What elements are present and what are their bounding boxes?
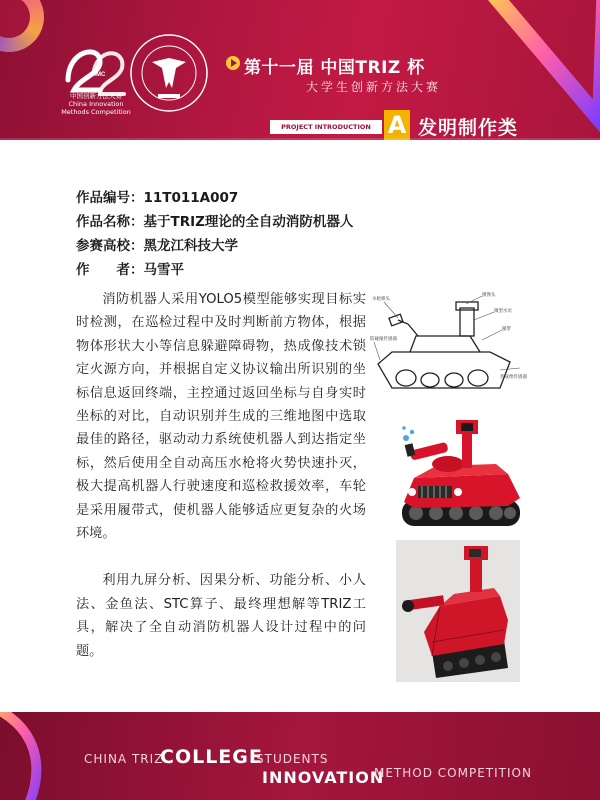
- robot-prototype-photo: [396, 540, 520, 682]
- info-row-author: [76, 258, 353, 282]
- competition-title: 第十一届 中国TRIZ 杯: [244, 58, 425, 78]
- cimc-logo-en1: China Innovation: [68, 100, 124, 108]
- cimc-logo-cn: 中国创新方法大赛: [70, 92, 122, 100]
- id-label: 作品编号：: [76, 190, 144, 206]
- cimc-logo-en2: Methods Competition: [61, 108, 131, 116]
- sketch-label: 摄像头: [482, 293, 496, 298]
- footer-students: STUDENTS: [256, 752, 329, 766]
- cimc-logo-text: [54, 92, 138, 116]
- page-header: [0, 0, 600, 140]
- play-icon: [226, 56, 240, 70]
- info-row-name: [76, 210, 353, 234]
- footer-china-triz: CHINA TRIZ: [84, 752, 164, 766]
- name-label: 作品名称：: [76, 214, 144, 230]
- sketch-label: 履带: [502, 327, 511, 332]
- school-value: 黑龙江科技大学: [143, 238, 238, 254]
- sketch-label: 水枪喷头: [372, 297, 390, 302]
- svg-text:CIMC: CIMC: [90, 72, 106, 78]
- sketch-label: 热成像传感器: [500, 375, 527, 380]
- project-description: [76, 288, 366, 663]
- description-paragraph-2: 利用九屏分析、因果分析、功能分析、小人法、金鱼法、STC算子、最终理想解等TRIZ工具，解决了全自动消防机器人设计过程中的问题。: [76, 573, 366, 659]
- triz-cup-logo: [128, 32, 210, 114]
- header-divider: [0, 138, 600, 140]
- id-value: 11T011A007: [143, 190, 239, 206]
- category-name: 发明制作类: [418, 117, 519, 139]
- info-row-id: [76, 186, 353, 210]
- footer-method-competition: METHOD COMPETITION: [374, 766, 532, 780]
- description-paragraph-1: 消防机器人采用YOLO5模型能够实现目标实时检测，在巡检过程中及时判断前方物体，根据物体形状大小等信息躲避障碍物，热成像技术锁定火源方向，并根据自定义协议输出所识别的坐标信息返回终端，主控通过返回坐标与自身实时坐标的对比，自动识别并生成的三维地图中选取最佳的路径，驱动动力系统使机器人到达指定坐标，然后使用全自动高压水枪将火势快速扑灭，极大提高机器人行驶速度和巡检救援效率，车轮是采用履带式，使机器人能够适应更复杂的火场环境。: [76, 292, 366, 542]
- project-info: [76, 186, 353, 282]
- footer-college: COLLEGE: [160, 746, 263, 768]
- page-footer: [0, 712, 600, 800]
- sketch-label: 防碰撞传感器: [370, 337, 397, 342]
- name-value: 基于TRIZ理论的全自动消防机器人: [143, 214, 354, 230]
- robot-sketch-image: [370, 290, 530, 402]
- school-label: 参赛高校：: [76, 238, 144, 254]
- footer-innovation: INNOVATION: [262, 768, 385, 787]
- author-value: 马雪平: [143, 262, 184, 278]
- project-introduction-tag: PROJECT INTRODUCTION: [270, 120, 382, 134]
- category-letter: A: [384, 110, 410, 140]
- info-row-school: [76, 234, 353, 258]
- competition-subtitle: 大学生创新方法大赛: [306, 80, 442, 94]
- decorative-ring: [0, 0, 44, 52]
- sketch-label: 微型水泵: [494, 309, 512, 314]
- author-label: 作 者：: [76, 262, 144, 278]
- robot-render-image: [396, 414, 526, 536]
- decorative-curve: [0, 712, 90, 800]
